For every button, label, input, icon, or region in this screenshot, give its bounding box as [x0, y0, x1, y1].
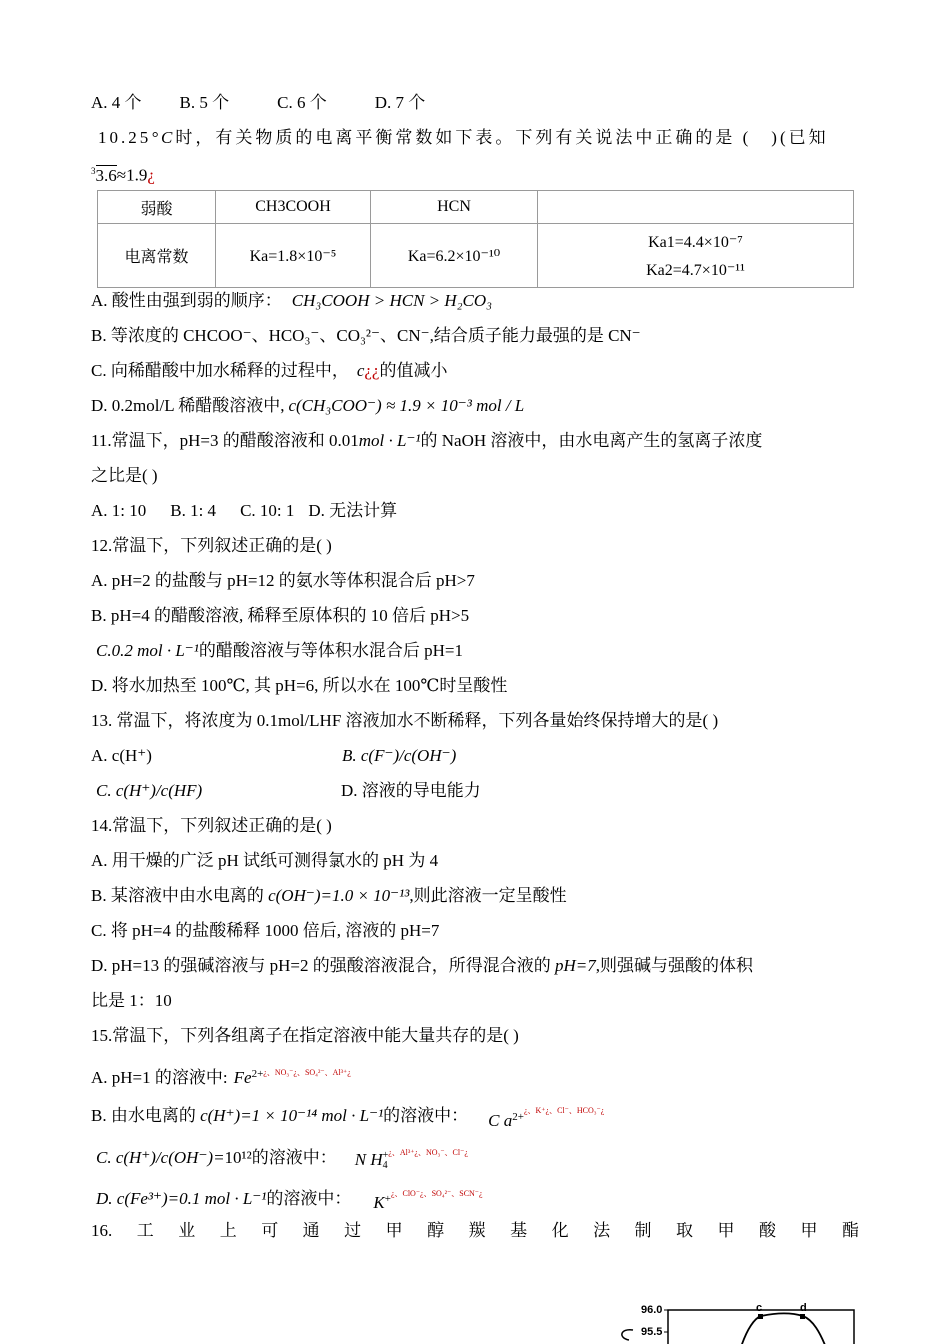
q15-c-ion: N H [354, 1150, 383, 1169]
q10-d-text: D. 0.2mol/L 稀醋酸溶液中, [91, 396, 285, 415]
q11-text-a: 11.常温下，pH=3 的醋酸溶液和 0.01 [91, 431, 359, 450]
q11-stem-line2: 之比是( ) [91, 466, 158, 485]
q16-char: 制 [634, 1221, 652, 1240]
y-tick-95-5: 95.5 [641, 1326, 663, 1338]
q16-char: 基 [510, 1221, 528, 1240]
row-label: 电离常数 [98, 224, 216, 288]
q16-char: 通 [302, 1221, 320, 1240]
q16-char: 酸 [759, 1221, 776, 1240]
q15-c-sup: + [382, 1150, 389, 1162]
q15-b-tiny: ¿、K⁺¿、Cl⁻、HCO₃⁻¿ [523, 1106, 605, 1115]
q14-option-c: C. 将 pH=4 的盐酸稀释 1000 倍后, 溶液的 pH=7 [91, 921, 440, 940]
q10-option-d [91, 395, 524, 417]
q12-c-math: C.0.2 mol · L⁻¹ [96, 641, 199, 660]
q12-option-b: B. pH=4 的醋酸溶液, 稀释至原体积的 10 倍后 pH>5 [91, 606, 470, 625]
curve [740, 1313, 827, 1344]
q16-char: 取 [676, 1221, 694, 1240]
q13-option-d: D. 溶液的导电能力 [341, 781, 481, 800]
q15-c-math: C. c(H⁺)/c(OH⁻)= [96, 1148, 225, 1167]
q16-char: 醇 [427, 1221, 445, 1240]
q15-stem: 15.常温下，下列各组离子在指定溶液中能大量共存的是( ) [91, 1026, 519, 1045]
q13-stem: 13. 常温下，将浓度为 0.1mol/LHF 溶液加水不断稀释，下列各量始终保持增大的是( ) [91, 711, 719, 730]
q15-c-script [383, 1151, 389, 1171]
axis-arc-mark [622, 1330, 633, 1340]
q10-a-text: A. 酸性由强到弱的顺序： [91, 291, 282, 310]
q16-char: 过 [344, 1221, 362, 1240]
q15-c-tiny: ¿、Al³⁺¿、NO₃⁻、Cl⁻¿ [388, 1148, 468, 1157]
q10-c-garbled: ¿¿ [364, 361, 380, 380]
q12-c-text: 的醋酸溶液与等体积水混合后 pH=1 [198, 641, 463, 660]
q15-b-text: B. 由水电离的 [91, 1106, 201, 1125]
q14-option-a: A. 用干燥的广泛 pH 试纸可测得氯水的 pH 为 4 [91, 851, 439, 870]
q14-d-math: pH=7 [555, 956, 596, 975]
cell-ka-ch3cooh: Ka=1.8×10⁻⁵ [216, 224, 371, 288]
q15-c-val: 10¹² [224, 1148, 252, 1167]
q10-stem-text: 时，有关物质的电离平衡常数如下表。下列有关说法中正确的是 ( )(已知 [175, 128, 829, 147]
root-value: ≈1.9 [116, 165, 148, 185]
q15-c-mid: 的溶液中： [251, 1148, 337, 1167]
q15-option-b [91, 1100, 605, 1130]
q15-a-sup: 2+ [251, 1068, 264, 1080]
q14-stem: 14.常温下，下列叙述正确的是( ) [91, 816, 332, 835]
q15-option-c [96, 1142, 468, 1172]
ka1-value: Ka1=4.4×10⁻⁷ [648, 233, 743, 251]
q16-char: 法 [593, 1221, 611, 1240]
q15-b-math: c(H⁺)=1 × 10⁻¹⁴ mol · L⁻¹ [200, 1106, 384, 1125]
header-hcn: HCN [371, 191, 538, 224]
q12-stem: 12.常温下，下列叙述正确的是( ) [91, 536, 332, 555]
ionization-constant-table [97, 190, 854, 288]
q14-b-tail: ,则此溶液一定呈酸性 [409, 886, 567, 905]
q10-option-c [91, 360, 447, 382]
q16-char: 酯 [841, 1221, 859, 1240]
q14-option-d [91, 955, 753, 977]
q12-option-d: D. 将水加热至 100℃, 其 pH=6, 所以水在 100℃时呈酸性 [91, 676, 508, 695]
q11-option-c: C. 10: 1 [240, 501, 295, 520]
q14-b-math: c(OH⁻)=1.0 × 10⁻¹³ [268, 886, 410, 905]
q11-option-d: D. 无法计算 [308, 501, 398, 520]
q10-c-text: C. 向稀醋酸中加水稀释的过程中， [91, 361, 349, 380]
q11-stem [91, 430, 762, 452]
root-index: 3 [91, 166, 96, 176]
q16-char: 上 [219, 1221, 237, 1240]
q10-c-tail: 的值减小 [379, 361, 448, 380]
q11-option-b: B. 1: 4 [170, 501, 217, 520]
q15-a-tiny: ¿、NO₃⁻¿、SO₄²⁻、Al³⁺¿ [263, 1068, 351, 1077]
cell-ka-hcn: Ka=6.2×10⁻¹⁰ [371, 224, 538, 288]
q15-b-sup: 2+ [512, 1111, 524, 1123]
q15-b-mid: 的溶液中： [383, 1106, 469, 1125]
q16-stem [91, 1220, 859, 1242]
table-row [98, 224, 854, 288]
q12-option-a: A. pH=2 的盐酸与 pH=12 的氨水等体积混合后 pH>7 [91, 571, 475, 590]
q16-char: 甲 [717, 1221, 735, 1240]
q15-option-d [96, 1183, 483, 1210]
q16-char: 可 [261, 1221, 279, 1240]
point-d-marker [800, 1314, 805, 1319]
table-header-row [98, 191, 854, 224]
q10-c-math: c [356, 361, 365, 380]
q15-d-mid: 的溶液中： [266, 1189, 352, 1208]
q11-options [91, 500, 397, 522]
q10-option-a [91, 290, 492, 312]
q9-option-a: A. 4 个 [91, 93, 142, 112]
q11-option-a: A. 1: 10 [91, 501, 147, 520]
q16-char: 甲 [800, 1221, 818, 1240]
q10-unit: °C [151, 128, 176, 147]
garbled-char: ¿ [147, 165, 155, 185]
ka2-value: Ka2=4.7×10⁻¹¹ [646, 261, 745, 279]
q16-char: 业 [178, 1221, 196, 1240]
q9-option-b: B. 5 个 [179, 93, 230, 112]
q9-option-c: C. 6 个 [277, 93, 327, 112]
cell-ka-h2co3 [538, 224, 854, 288]
header-h2co3 [538, 191, 854, 224]
q16-char: 羰 [468, 1221, 486, 1240]
q13-option-a: A. c(H⁺) [91, 746, 152, 765]
q10-number: 10.25 [98, 128, 152, 147]
q15-a-ion: Fe [233, 1068, 252, 1087]
q10-a-math: CH₃COOH > HCN > H₂CO₃ [291, 291, 493, 310]
header-ch3cooh: CH3COOH [216, 191, 371, 224]
q10-d-math: c(CH₃COO⁻) ≈ 1.9 × 10⁻³ mol / L [288, 396, 525, 415]
q12-option-c [96, 640, 463, 662]
partial-plot-figure [615, 1298, 865, 1344]
q13-option-b: B. c(F⁻)/c(OH⁻) [342, 746, 457, 765]
q15-d-tiny: ¿、ClO⁻¿、SO₄²⁻、SCN⁻¿ [390, 1189, 483, 1198]
q13-option-c: C. c(H⁺)/c(HF) [96, 781, 203, 800]
q14-option-d-line2: 比是 1：10 [91, 991, 172, 1010]
y-tick-96: 96.0 [641, 1304, 663, 1316]
root-radicand: 3.6 [95, 165, 117, 185]
point-d-label: d [800, 1302, 807, 1314]
q15-d-sup: + [384, 1193, 391, 1205]
q10-option-b: B. 等浓度的 CHCOO⁻、HCO₃⁻、CO₃²⁻、CN⁻,结合质子能力最强的是 CN⁻ [91, 326, 641, 345]
q15-b-ion: C a [488, 1111, 513, 1130]
q15-a-text: A. pH=1 的溶液中: [91, 1068, 228, 1087]
q16-char: 甲 [385, 1221, 403, 1240]
q9-option-d: D. 7 个 [374, 93, 426, 112]
q15-option-a [91, 1062, 351, 1089]
q11-math: mol · L⁻¹ [358, 431, 421, 450]
q11-text-b: 的 NaOH 溶液中，由水电离产生的氢离子浓度 [420, 431, 763, 450]
q16-char: 16. [91, 1221, 113, 1240]
point-c-marker [758, 1314, 763, 1319]
q10-root-line [91, 160, 155, 187]
q16-char: 化 [551, 1221, 569, 1240]
q14-option-b [91, 885, 567, 907]
q15-c-sub: 4 [382, 1160, 388, 1172]
q15-d-math: D. c(Fe³⁺)=0.1 mol · L⁻¹ [96, 1189, 267, 1208]
q15-d-ion: K [373, 1193, 385, 1212]
q14-d-tail: ,则强碱与强酸的体积 [595, 956, 754, 975]
q16-char: 工 [136, 1221, 154, 1240]
q14-d-text: D. pH=13 的强碱溶液与 pH=2 的强酸溶液混合，所得混合液的 [91, 956, 556, 975]
q14-b-text: B. 某溶液中由水电离的 [91, 886, 269, 905]
q9-options [91, 92, 425, 114]
point-c-label: c [756, 1302, 763, 1314]
q10-stem [98, 127, 829, 149]
header-weak-acid: 弱酸 [98, 191, 216, 224]
